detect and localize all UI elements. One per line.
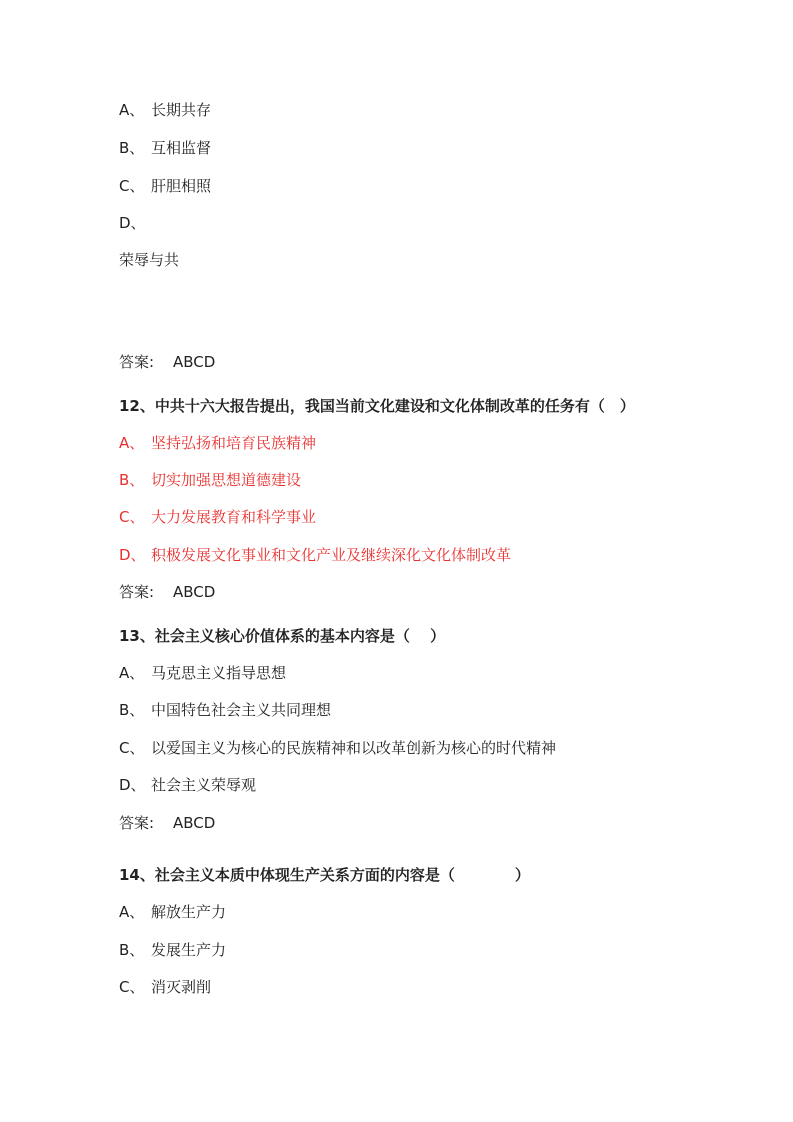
option-a [119, 100, 211, 120]
option-b [119, 138, 211, 158]
q12-option-a [119, 433, 316, 453]
answer [119, 352, 215, 372]
q14-option-a [119, 902, 226, 922]
q13-answer [119, 813, 215, 833]
option-text: 马克思主义指导思想 [151, 664, 287, 682]
option-text: 发展生产力 [151, 941, 227, 959]
option-letter: D、 [119, 214, 146, 232]
option-text: 解放生产力 [151, 903, 227, 921]
option-letter: A、 [119, 903, 145, 921]
option-text: 大力发展教育和科学事业 [151, 508, 317, 526]
option-letter: B、 [119, 471, 145, 489]
q14-option-c [119, 977, 211, 997]
option-letter: C、 [119, 978, 145, 996]
question-14: 14、社会主义本质中体现生产关系方面的内容是（ ） [119, 866, 530, 884]
q13-option-b [119, 700, 331, 720]
option-letter: B、 [119, 701, 145, 719]
q12-option-b [119, 470, 301, 490]
q13-option-d [119, 775, 256, 795]
answer-label: 答案: [119, 353, 155, 371]
option-letter: D、 [119, 546, 146, 564]
question-13: 13、社会主义核心价值体系的基本内容是（ ） [119, 627, 446, 645]
option-d-text: 荣辱与共 [119, 251, 180, 269]
option-text: 互相监督 [151, 139, 212, 157]
answer-value: ABCD [173, 583, 216, 601]
option-text: 长期共存 [151, 101, 212, 119]
option-letter: D、 [119, 776, 146, 794]
option-letter: A、 [119, 434, 145, 452]
option-text: 坚持弘扬和培育民族精神 [151, 434, 317, 452]
answer-label: 答案: [119, 814, 155, 832]
option-letter: B、 [119, 941, 145, 959]
q12-option-d [119, 545, 511, 565]
option-text: 消灭剥削 [151, 978, 212, 996]
option-letter: C、 [119, 177, 145, 195]
option-letter: C、 [119, 739, 145, 757]
option-d [119, 213, 151, 233]
q13-option-c [119, 738, 556, 758]
option-c [119, 176, 211, 196]
option-text: 切实加强思想道德建设 [151, 471, 302, 489]
question-12: 12、中共十六大报告提出，我国当前文化建设和文化体制改革的任务有（ ） [119, 397, 635, 415]
option-text: 肝胆相照 [151, 177, 212, 195]
option-letter: A、 [119, 101, 145, 119]
option-text: 中国特色社会主义共同理想 [151, 701, 332, 719]
answer-label: 答案: [119, 583, 155, 601]
option-letter: C、 [119, 508, 145, 526]
q12-option-c [119, 507, 316, 527]
option-text: 积极发展文化事业和文化产业及继续深化文化体制改革 [151, 546, 512, 564]
option-letter: A、 [119, 664, 145, 682]
option-letter: B、 [119, 139, 145, 157]
answer-value: ABCD [173, 814, 216, 832]
q14-option-b [119, 940, 226, 960]
option-text: 社会主义荣辱观 [151, 776, 257, 794]
option-text: 以爱国主义为核心的民族精神和以改革创新为核心的时代精神 [151, 739, 557, 757]
answer-value: ABCD [173, 353, 216, 371]
q12-answer [119, 582, 215, 602]
q13-option-a [119, 663, 286, 683]
